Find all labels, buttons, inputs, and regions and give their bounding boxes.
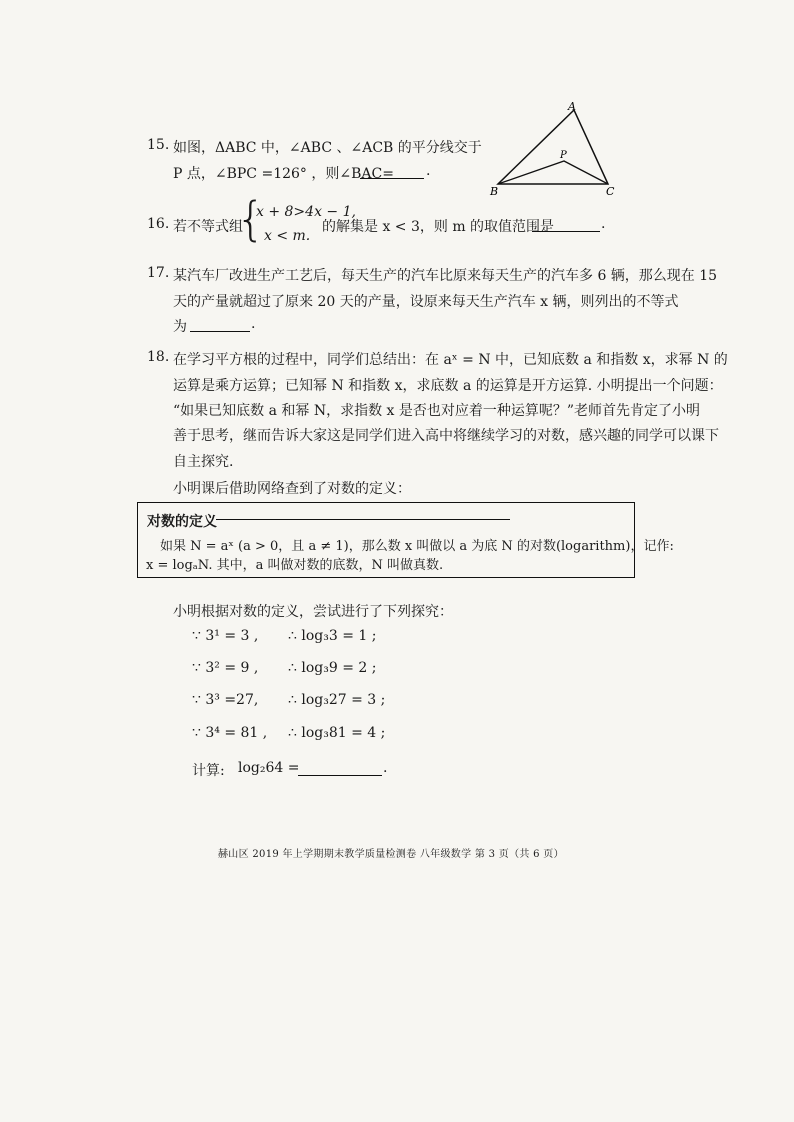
- example-2-left: ∵ 3² = 9 ,: [192, 660, 259, 676]
- q15-number: 15.: [147, 137, 170, 153]
- q15-answer-blank[interactable]: [360, 164, 424, 179]
- q18-line5: 自主探究.: [173, 454, 234, 470]
- example-4-left: ∵ 3⁴ = 81 ,: [192, 725, 268, 741]
- q16-prefix: 若不等式组: [173, 219, 243, 235]
- q17-number: 17.: [147, 265, 170, 281]
- triangle-abc: [498, 110, 608, 184]
- example-2-right: ∴ log₃9 = 2 ;: [288, 660, 377, 676]
- q16-suffix: 的解集是 x < 3，则 m 的取值范围是: [322, 219, 555, 235]
- page-footer: 赫山区 2019 年上学期期末教学质量检测卷 八年级数学 第 3 页（共 6 页）: [218, 849, 564, 860]
- q15-end: .: [426, 163, 431, 179]
- calc-label: 计算:: [192, 763, 225, 779]
- q18-line2: 运算是乘方运算；已知幂 N 和指数 x，求底数 a 的运算是开方运算. 小明提出一个问题：: [173, 378, 723, 394]
- q15-line2: P 点，∠BPC =126° ，则∠BAC=: [173, 166, 394, 182]
- triangle-figure: [488, 100, 618, 200]
- example-3-right: ∴ log₃27 = 3 ;: [288, 692, 386, 708]
- q18-number: 18.: [147, 349, 170, 365]
- label-p: P: [560, 150, 567, 161]
- explore-intro: 小明根据对数的定义，尝试进行了下列探究：: [173, 604, 453, 620]
- example-1-left: ∵ 3¹ = 3 ,: [192, 628, 259, 644]
- bisector-lines: [498, 161, 608, 184]
- q16-end: .: [601, 216, 606, 232]
- system-brace: {: [236, 192, 266, 246]
- q18-end: .: [383, 760, 388, 776]
- q16-ineq2: x < m.: [264, 228, 311, 244]
- definition-title-rule: [216, 519, 510, 520]
- q18-intro: 小明课后借助网络查到了对数的定义：: [173, 481, 411, 497]
- q17-answer-blank[interactable]: [190, 317, 250, 332]
- q18-answer-blank[interactable]: [298, 761, 382, 776]
- calc-expression: log₂64 =: [238, 760, 300, 776]
- example-3-left: ∵ 3³ =27,: [192, 692, 259, 708]
- label-a: A: [568, 100, 576, 113]
- example-1-right: ∴ log₃3 = 1 ;: [288, 628, 377, 644]
- q16-ineq1: x + 8>4x − 1,: [256, 204, 356, 220]
- q17-line2: 天的产量就超过了原来 20 天的产量，设原来每天生产汽车 x 辆，则列出的不等式: [173, 294, 679, 310]
- q18-line4: 善于思考，继而告诉大家这是同学们进入高中将继续学习的对数，感兴趣的同学可以课下: [173, 428, 719, 444]
- label-b: B: [490, 185, 499, 198]
- label-c: C: [606, 185, 615, 198]
- q17-line3: 为: [173, 319, 187, 335]
- q17-end: .: [251, 316, 256, 332]
- q18-line3: “如果已知底数 a 和幂 N，求指数 x 是否也对应着一种运算呢？”老师首先肯定了小明: [173, 403, 701, 419]
- q16-answer-blank[interactable]: [532, 217, 600, 232]
- definition-line1: 如果 N = aˣ (a > 0，且 a ≠ 1)，那么数 x 叫做以 a 为底 N 的对数(logarithm)，记作:: [160, 539, 674, 554]
- example-4-right: ∴ log₃81 = 4 ;: [288, 725, 386, 741]
- q15-line1: 如图，ΔABC 中，∠ABC 、∠ACB 的平分线交于: [173, 140, 482, 156]
- q16-number: 16.: [147, 216, 170, 232]
- q17-line1: 某汽车厂改进生产工艺后，每天生产的汽车比原来每天生产的汽车多 6 辆，那么现在 15: [173, 268, 718, 284]
- definition-line2: x = logₐN. 其中，a 叫做对数的底数，N 叫做真数.: [146, 558, 444, 573]
- definition-title: 对数的定义: [147, 514, 217, 530]
- q18-line1: 在学习平方根的过程中，同学们总结出：在 aˣ = N 中，已知底数 a 和指数 x，求幂 N 的: [173, 352, 728, 368]
